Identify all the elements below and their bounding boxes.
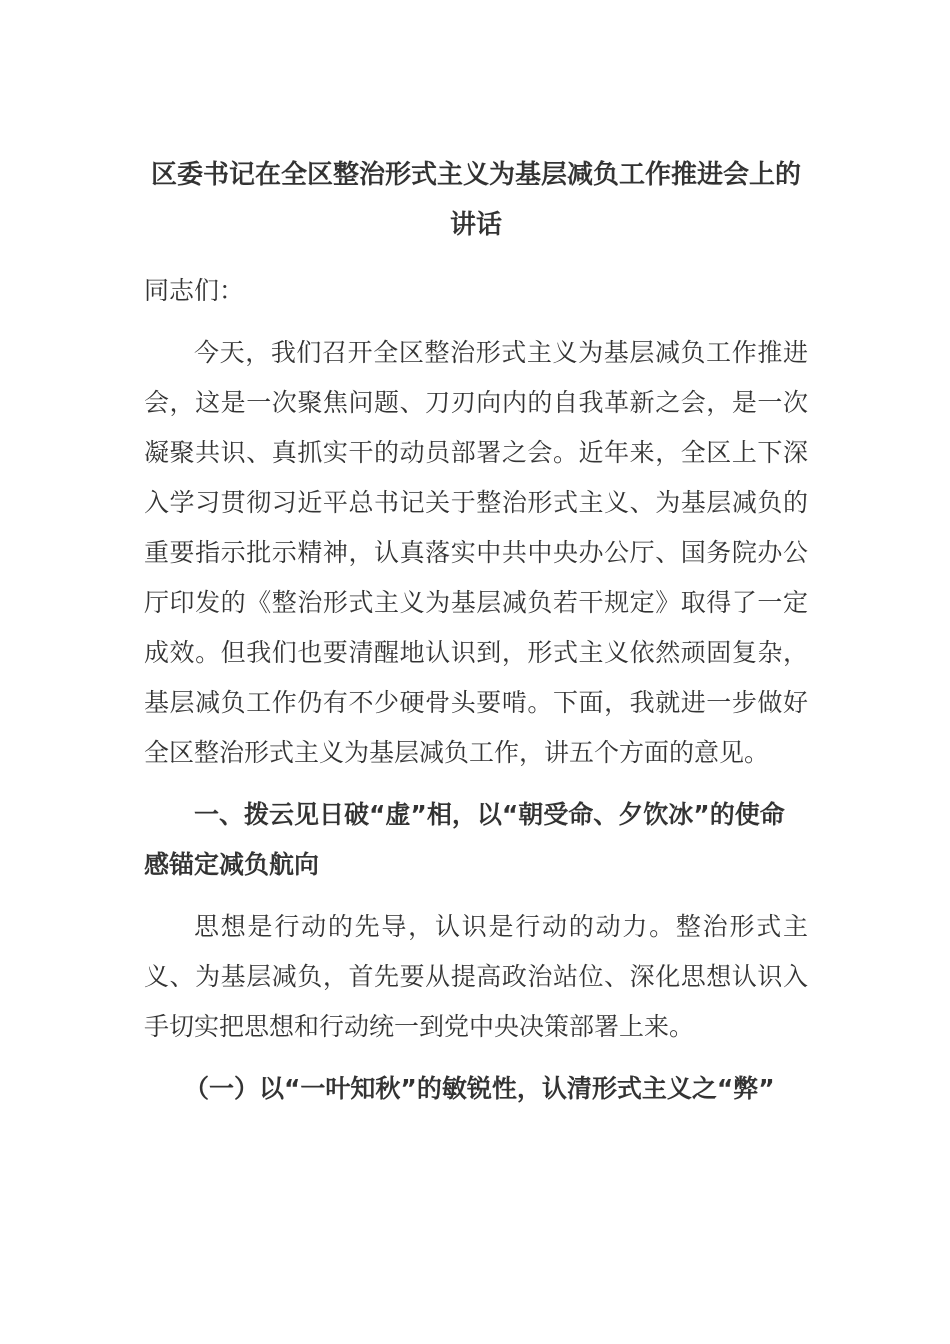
- document-title: [134, 150, 818, 250]
- title-line-1: 区委书记在全区整治形式主义为基层减负工作推进会上的: [150, 160, 801, 190]
- salutation: 同志们：: [144, 276, 245, 305]
- title-line-2: 讲话: [449, 210, 502, 240]
- paragraph-intro: 今天，我们召开全区整治形式主义为基层减负工作推进会，这是一次聚焦问题、刀刃向内的自我革新之会，是一次凝聚共识、真抓实干的动员部署之会。近年来，全区上下深入学习贯彻习近平总书记关于整治形式主义、为基层减负的重要指示批示精神，认真落实中共中央办公厅、国务院办公厅印发的《整治形式主义为基层减负若干规定》取得了一定成效。但我们也要清醒地认识到，形式主义依然顽固复杂，基层减负工作仍有不少硬骨头要啃。下面，我就进一步做好全区整治形式主义为基层减负工作，讲五个方面的意见。: [144, 338, 808, 767]
- paragraph-section-1: 思想是行动的先导，认识是行动的动力。整治形式主义、为基层减负，首先要从提高政治站位、深化思想认识入手切实把思想和行动统一到党中央决策部署上来。: [144, 912, 808, 1041]
- subsection-heading-1: （一）以“一叶知秋”的敏锐性，认清形式主义之“弊”: [184, 1074, 775, 1103]
- section-heading-1: 一、拨云见日破“虚”相，以“朝受命、夕饮冰”的使命感锚定减负航向: [144, 800, 785, 879]
- document-page: [144, 150, 808, 1126]
